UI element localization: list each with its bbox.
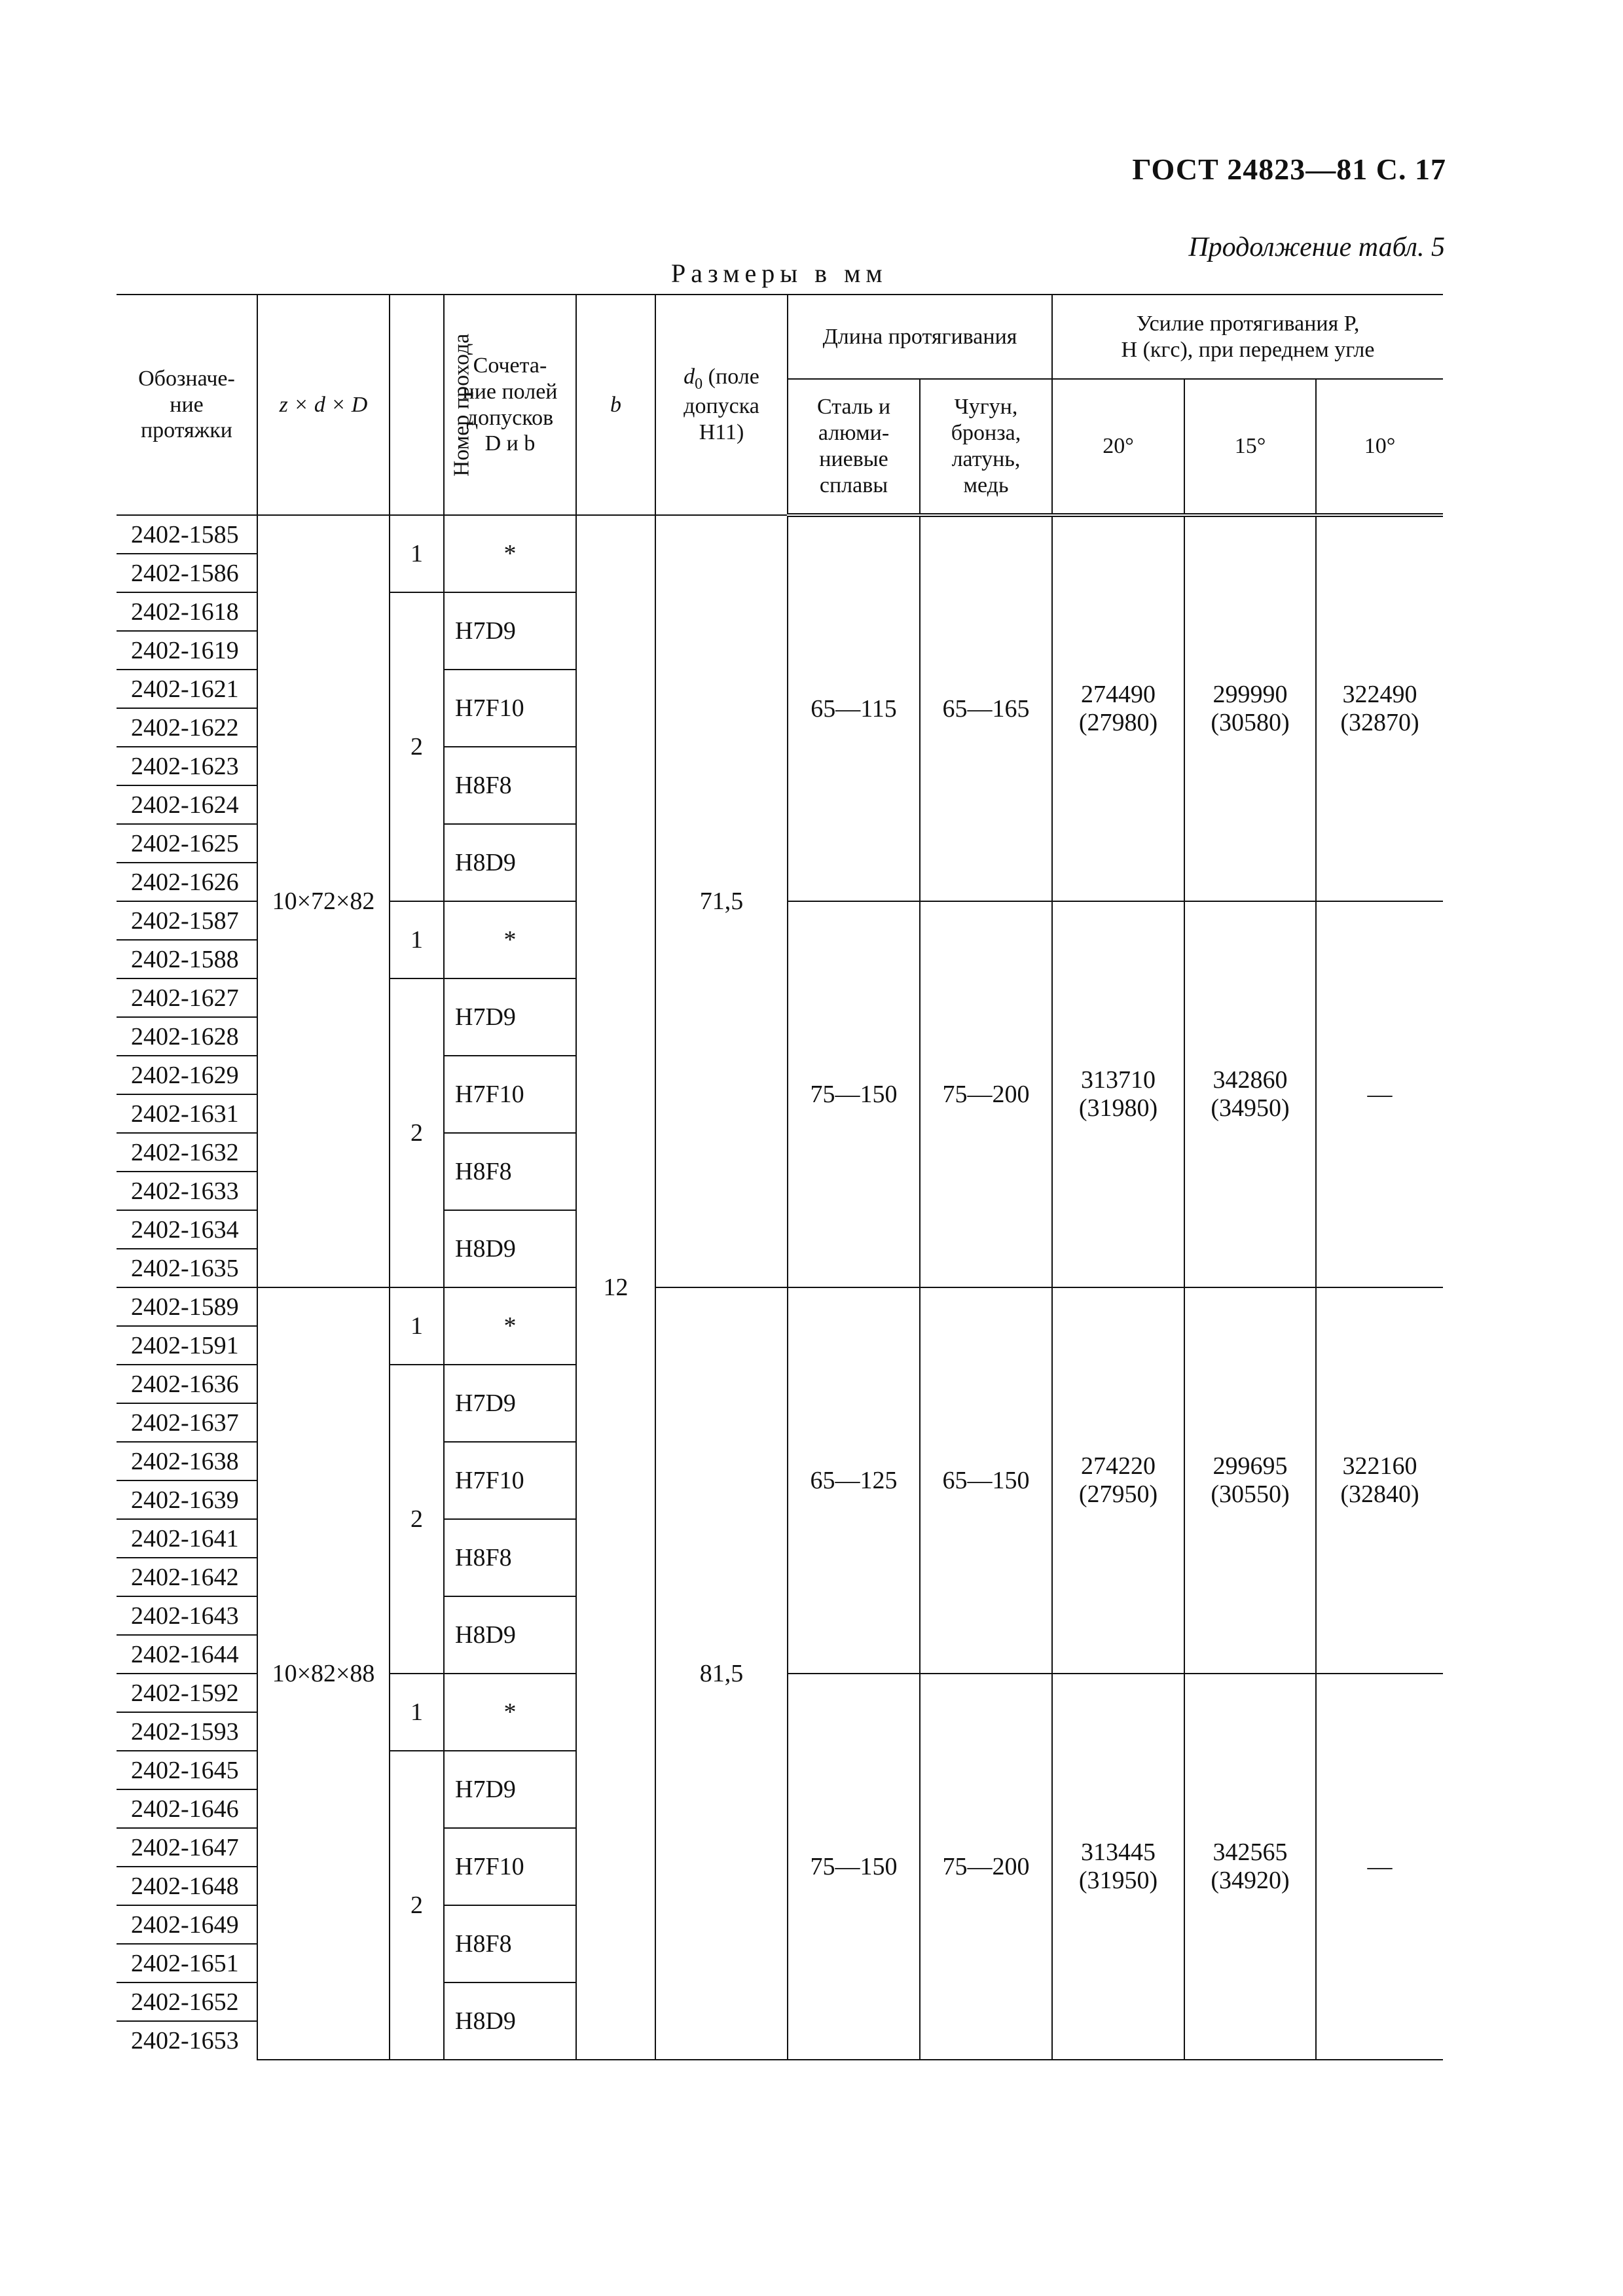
designation-cell: 2402-1639	[117, 1480, 257, 1519]
tolerance-cell: H7F10	[444, 1056, 576, 1133]
length-iron-cell: 65—150	[920, 1287, 1052, 1674]
designation-cell: 2402-1636	[117, 1365, 257, 1403]
designation-cell: 2402-1652	[117, 1982, 257, 2021]
designation-cell: 2402-1624	[117, 785, 257, 824]
pass-cell: 2	[390, 1751, 444, 2060]
force-15-cell: 342860 (34950)	[1184, 901, 1316, 1287]
tolerance-cell: *	[444, 1287, 576, 1365]
force-10-cell: —	[1316, 1674, 1443, 2060]
designation-cell: 2402-1647	[117, 1828, 257, 1867]
length-group-header: Длина протягивания	[788, 295, 1052, 379]
length-steel-cell: 65—115	[788, 515, 920, 901]
length-iron-cell: 65—165	[920, 515, 1052, 901]
tolerance-cell: H7D9	[444, 978, 576, 1056]
tolerance-cell: *	[444, 1674, 576, 1751]
designation-cell: 2402-1649	[117, 1905, 257, 1944]
tolerance-cell: *	[444, 901, 576, 978]
col-d0-header: $d_0$ (поле допуска H11)	[655, 295, 788, 515]
d0-cell: 71,5	[655, 515, 788, 1287]
pass-cell: 2	[390, 592, 444, 901]
designation-cell: 2402-1593	[117, 1712, 257, 1751]
force-15-cell: 299695 (30550)	[1184, 1287, 1316, 1674]
tolerance-cell: H8F8	[444, 1905, 576, 1982]
col-steel-header: Сталь и алюми- ниевые сплавы	[788, 379, 920, 515]
force-group-header: Усилие протягивания P, Н (кгс), при переднем угле	[1052, 295, 1443, 379]
tolerance-cell: H7F10	[444, 1828, 576, 1905]
designation-cell: 2402-1645	[117, 1751, 257, 1789]
designation-cell: 2402-1633	[117, 1172, 257, 1210]
tolerance-cell: H7D9	[444, 592, 576, 670]
tolerance-cell: H7D9	[444, 1751, 576, 1828]
tolerance-cell: H8F8	[444, 747, 576, 824]
tolerance-cell: H8F8	[444, 1519, 576, 1596]
col-pass-header: Номер прохода	[390, 295, 444, 515]
tolerance-cell: *	[444, 515, 576, 592]
designation-cell: 2402-1641	[117, 1519, 257, 1558]
designation-cell: 2402-1592	[117, 1674, 257, 1712]
designation-cell: 2402-1622	[117, 708, 257, 747]
designation-cell: 2402-1632	[117, 1133, 257, 1172]
size-cell: 10×82×88	[257, 1287, 390, 2060]
table-row	[117, 515, 1443, 554]
table-row	[117, 1287, 1443, 1326]
col-b-header: b	[576, 295, 655, 515]
table-body	[117, 515, 1443, 2060]
tolerance-cell: H8F8	[444, 1133, 576, 1210]
designation-cell: 2402-1634	[117, 1210, 257, 1249]
length-steel-cell: 65—125	[788, 1287, 920, 1674]
pass-cell: 1	[390, 1287, 444, 1365]
designation-cell: 2402-1638	[117, 1442, 257, 1480]
tolerance-cell: H7F10	[444, 670, 576, 747]
designation-cell: 2402-1627	[117, 978, 257, 1017]
designation-cell: 2402-1651	[117, 1944, 257, 1982]
col-tolerance-header: Сочета- ние полей допусков D и b	[444, 295, 576, 515]
force-20-cell: 274220 (27950)	[1052, 1287, 1184, 1674]
tolerance-cell: H8D9	[444, 1596, 576, 1674]
designation-cell: 2402-1637	[117, 1403, 257, 1442]
designation-cell: 2402-1621	[117, 670, 257, 708]
col-angle-15-header: 15°	[1184, 379, 1316, 515]
length-iron-cell: 75—200	[920, 901, 1052, 1287]
units-caption: Размеры в мм	[671, 259, 888, 288]
designation-cell: 2402-1618	[117, 592, 257, 631]
force-15-cell: 342565 (34920)	[1184, 1674, 1316, 2060]
designation-cell: 2402-1628	[117, 1017, 257, 1056]
designation-cell: 2402-1644	[117, 1635, 257, 1674]
b-cell: 12	[576, 515, 655, 2060]
designation-cell: 2402-1623	[117, 747, 257, 785]
tolerance-cell: H7F10	[444, 1442, 576, 1519]
designation-cell: 2402-1588	[117, 940, 257, 978]
force-10-cell: —	[1316, 901, 1443, 1287]
force-20-cell: 313710 (31980)	[1052, 901, 1184, 1287]
force-15-cell: 299990 (30580)	[1184, 515, 1316, 901]
designation-cell: 2402-1643	[117, 1596, 257, 1635]
tolerance-cell: H7D9	[444, 1365, 576, 1442]
tolerance-cell: H8D9	[444, 1982, 576, 2060]
col-angle-10-header: 10°	[1316, 379, 1443, 515]
tolerance-cell: H8D9	[444, 824, 576, 901]
designation-cell: 2402-1589	[117, 1287, 257, 1326]
col-iron-header: Чугун, бронза, латунь, медь	[920, 379, 1052, 515]
pass-cell: 1	[390, 901, 444, 978]
length-iron-cell: 75—200	[920, 1674, 1052, 2060]
designation-cell: 2402-1631	[117, 1094, 257, 1133]
designation-cell: 2402-1629	[117, 1056, 257, 1094]
length-steel-cell: 75—150	[788, 1674, 920, 2060]
designation-cell: 2402-1653	[117, 2021, 257, 2060]
designation-cell: 2402-1646	[117, 1789, 257, 1828]
force-20-cell: 274490 (27980)	[1052, 515, 1184, 901]
length-steel-cell: 75—150	[788, 901, 920, 1287]
col-designation-header: Обозначе- ние протяжки	[117, 295, 257, 515]
page-header: ГОСТ 24823—81 С. 17	[1132, 152, 1446, 186]
designation-cell: 2402-1625	[117, 824, 257, 863]
broach-table	[117, 294, 1443, 2060]
designation-cell: 2402-1585	[117, 515, 257, 554]
designation-cell: 2402-1591	[117, 1326, 257, 1365]
tolerance-cell: H8D9	[444, 1210, 576, 1287]
pass-cell: 1	[390, 515, 444, 592]
table-continuation-note: Продолжение табл. 5	[1188, 232, 1445, 262]
designation-cell: 2402-1586	[117, 554, 257, 592]
size-cell: 10×72×82	[257, 515, 390, 1287]
designation-cell: 2402-1619	[117, 631, 257, 670]
designation-cell: 2402-1648	[117, 1867, 257, 1905]
designation-cell: 2402-1635	[117, 1249, 257, 1287]
col-zdD-header: z × d × D	[257, 295, 390, 515]
pass-cell: 2	[390, 1365, 444, 1674]
force-10-cell: 322490 (32870)	[1316, 515, 1443, 901]
designation-cell: 2402-1587	[117, 901, 257, 940]
pass-cell: 2	[390, 978, 444, 1287]
pass-cell: 1	[390, 1674, 444, 1751]
d0-cell: 81,5	[655, 1287, 788, 2060]
designation-cell: 2402-1626	[117, 863, 257, 901]
force-10-cell: 322160 (32840)	[1316, 1287, 1443, 1674]
col-angle-20-header: 20°	[1052, 379, 1184, 515]
force-20-cell: 313445 (31950)	[1052, 1674, 1184, 2060]
designation-cell: 2402-1642	[117, 1558, 257, 1596]
